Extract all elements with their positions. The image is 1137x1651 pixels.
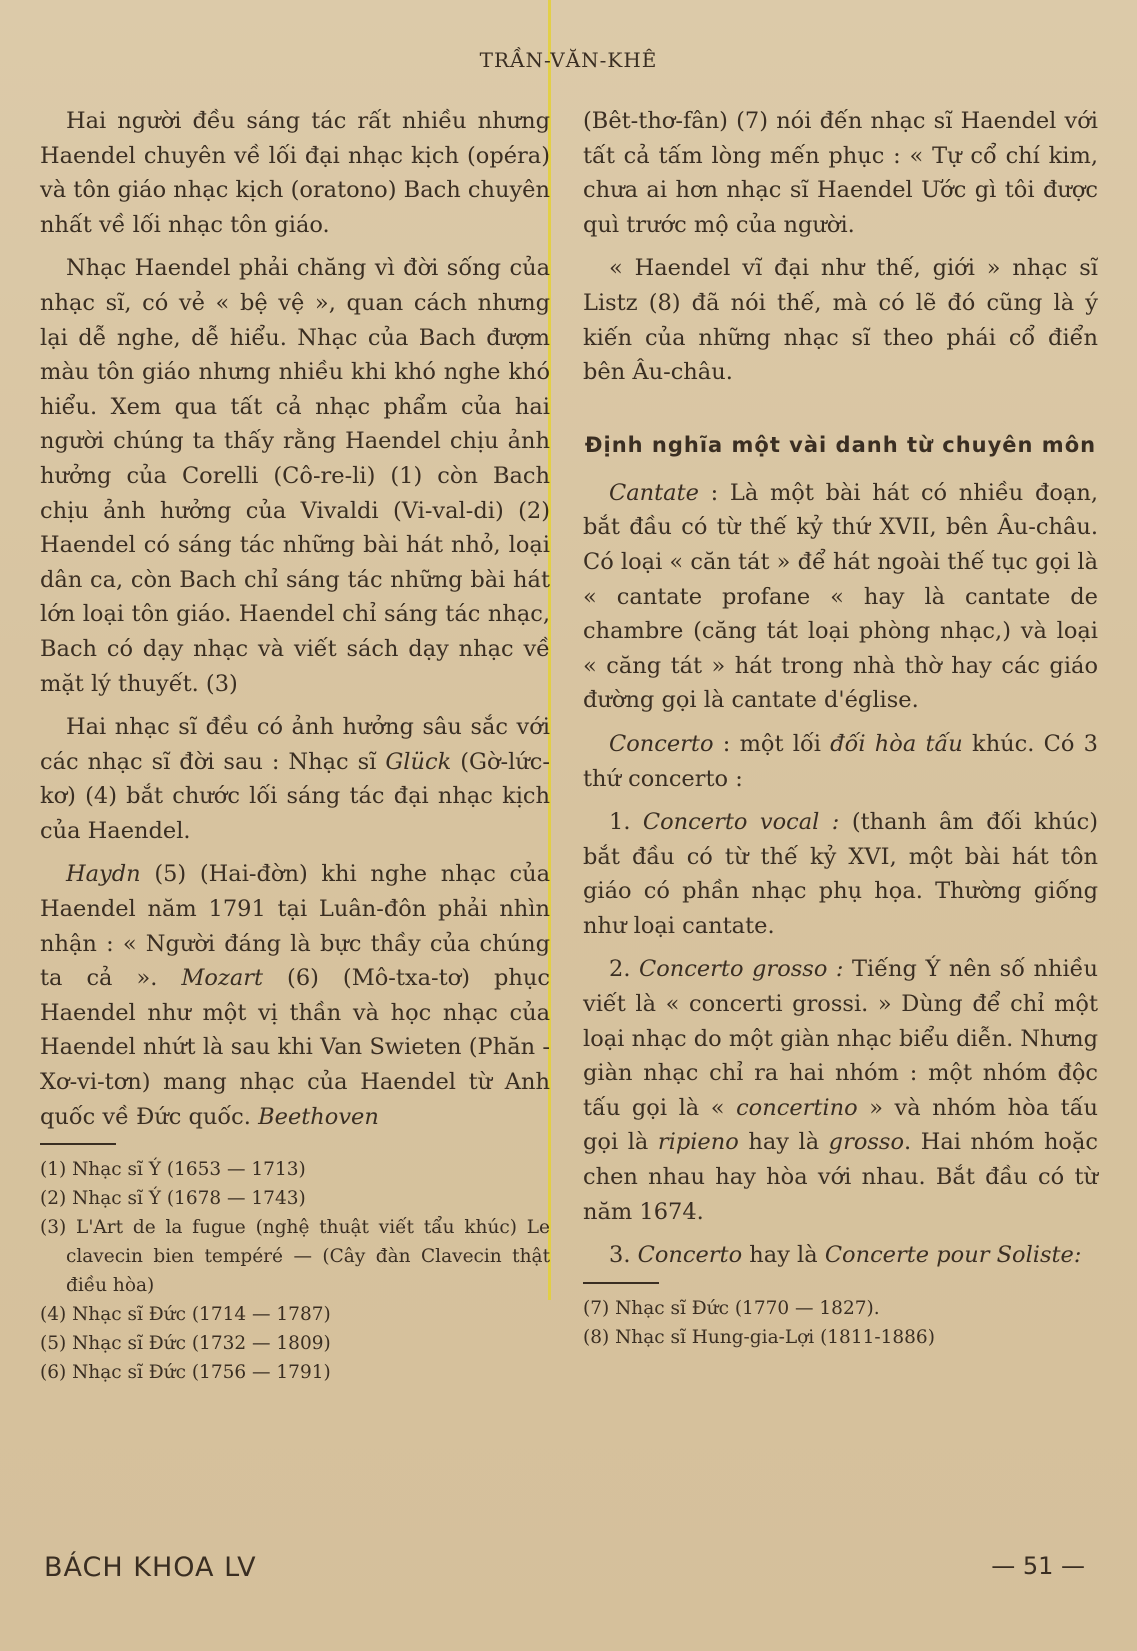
footnote-4: (4) Nhạc sĩ Đức (1714 — 1787) [40, 1304, 331, 1326]
section-heading: Định nghĩa một vài danh từ chuyên môn [584, 432, 1097, 457]
definition-concerto: Concerto : một lối đối hòa tấu khúc. Có 3 thứ concerto : [583, 730, 1098, 792]
footnote-8: (8) Nhạc sĩ Hung-gia-Lợi (1811-1886) [583, 1326, 935, 1348]
left-footnotes [40, 1155, 550, 1387]
footnote-6: (6) Nhạc sĩ Đức (1756 — 1791) [40, 1362, 331, 1384]
concerto-type-3: 3. Concerto hay là Concerte pour Soliste: [609, 1242, 1082, 1269]
right-footnotes [583, 1294, 1098, 1352]
footnote-2: (2) Nhạc sĩ Ý (1678 — 1743) [40, 1188, 306, 1210]
footnote-3: (3) L'Art de la fugue (nghệ thuật viết tẩu khúc) Le clavecin bien tempéré — (Cây đàn Clavecin thật điều hòa) [40, 1217, 550, 1297]
left-column [40, 104, 550, 1387]
running-title: TRẦN-VĂN-KHÊ [479, 48, 658, 72]
footnote-5: (5) Nhạc sĩ Đức (1732 — 1809) [40, 1333, 331, 1355]
right-paragraph-2: « Haendel vĩ đại như thế, giới » nhạc sĩ Listz (8) đã nói thế, mà có lẽ đó cũng là ý kiến của những nhạc sĩ theo phái cổ điển bên Âu-châu. [583, 255, 1098, 386]
left-paragraph-2: Nhạc Haendel phải chăng vì đời sống của nhạc sĩ, có vẻ « bệ vệ », quan cách nhưng lại dễ nghe, dễ hiểu. Nhạc của Bach đượm màu tôn giáo nhưng nhiều khi khó nghe khó hiểu. Xem qua tất cả nhạc phẩm của hai người chúng ta thấy rằng Haendel chịu ảnh hưởng của Corelli (Cô-re-li) (1) còn Bach chịu ảnh hưởng của Vivaldi (Vi-val-di) (2) Haendel có sáng tác những bài hát nhỏ, loại dân ca, còn Bach chỉ sáng tác những bài hát lớn loại tôn giáo. Haendel chỉ sáng tác nhạc, Bach có dạy nhạc và viết sách dạy nhạc về mặt lý thuyết. (3) [40, 255, 550, 697]
footnote-7: (7) Nhạc sĩ Đức (1770 — 1827). [583, 1297, 880, 1319]
page-number: — 51 — [991, 1552, 1085, 1580]
concerto-type-2: 2. Concerto grosso : Tiếng Ý nên số nhiều viết là « concerti grossi. » Dùng để chỉ một loại nhạc do một giàn nhạc biểu diễn. Nhưng giàn nhạc chỉ ra hai nhóm : một nhóm độc tấu gọi là « concertino » và nhóm hòa tấu gọi là ripieno hay là grosso. Hai nhóm hoặc chen nhau hay hòa với nhau. Bắt đầu có từ năm 1674. [583, 956, 1098, 1225]
footnote-divider [40, 1143, 116, 1145]
footnote-divider-right [583, 1282, 659, 1284]
right-paragraph-1: (Bêt-thơ-fân) (7) nói đến nhạc sĩ Haendel với tất cả tấm lòng mến phục : « Tự cổ chí kim, chưa ai hơn nhạc sĩ Haendel Ước gì tôi được quì trước mộ của người. [583, 108, 1098, 238]
left-paragraph-4: Haydn (5) (Hai-đờn) khi nghe nhạc của Haendel năm 1791 tại Luân-đôn phải nhìn nhận : « Người đáng là bực thầy của chúng ta cả ». Mozart (6) (Mô-txa-tơ) phục Haendel như một vị thần và học nhạc của Haendel nhứt là sau khi Van Swieten (Phăn - Xơ-vi-tơn) mang nhạc của Haendel từ Anh quốc về Đức quốc. Beethoven [40, 861, 550, 1130]
journal-footer: BÁCH KHOA LV [44, 1552, 257, 1583]
left-paragraph-1: Hai người đều sáng tác rất nhiều nhưng Haendel chuyên về lối đại nhạc kịch (opéra) và tôn giáo nhạc kịch (oratono) Bach chuyên nhất về lối nhạc tôn giáo. [40, 108, 550, 238]
left-paragraph-3: Hai nhạc sĩ đều có ảnh hưởng sâu sắc với các nhạc sĩ đời sau : Nhạc sĩ Glück (Gờ-lức-kơ) (4) bắt chước lối sáng tác đại nhạc kịch của Haendel. [40, 714, 550, 844]
concerto-type-1: 1. Concerto vocal : (thanh âm đối khúc) bắt đầu có từ thế kỷ XVI, một bài hát tôn giáo có phần nhạc phụ họa. Thường giống như loại cantate. [583, 809, 1098, 939]
definition-cantate: Cantate : Là một bài hát có nhiều đoạn, bắt đầu có từ thế kỷ thứ XVII, bên Âu-châu. Có loại « căn tát » để hát ngoài thế tục gọi là « cantate profane « hay là cantate de chambre (căng tát loại phòng nhạc,) và loại « căng tát » hát trong nhà thờ hay các giáo đường gọi là cantate d'église. [583, 479, 1098, 714]
footnote-1: (1) Nhạc sĩ Ý (1653 — 1713) [40, 1159, 306, 1181]
right-column [583, 104, 1098, 1352]
